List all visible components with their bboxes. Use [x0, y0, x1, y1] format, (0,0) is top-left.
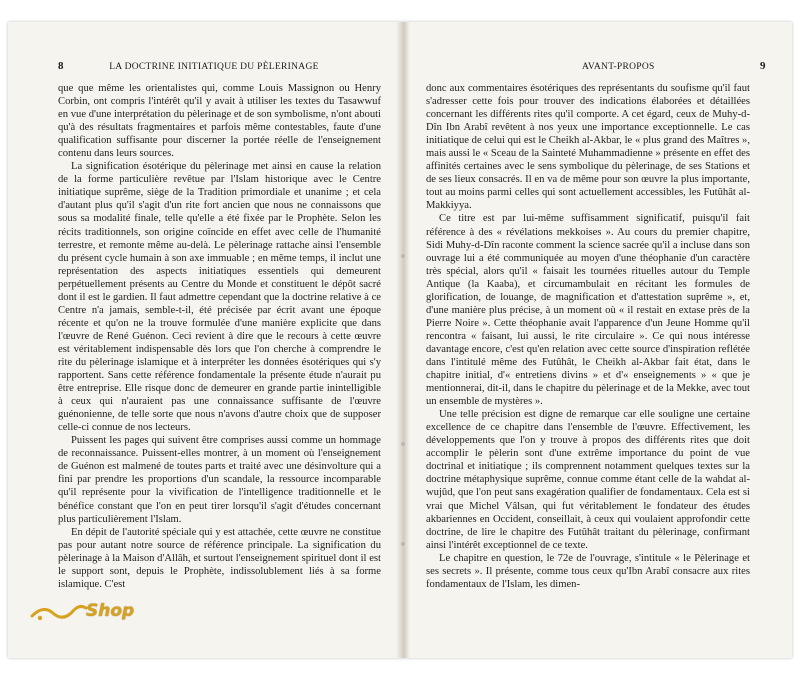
- right-page-number: 9: [759, 60, 766, 72]
- right-page: [410, 22, 792, 658]
- left-page-number: 8: [58, 60, 64, 72]
- right-page-text: [426, 82, 750, 591]
- left-page-text: [58, 82, 381, 591]
- swoosh-icon: [30, 602, 88, 622]
- binding-hole: [401, 542, 405, 546]
- left-paragraph: En dépit de l'autorité spéciale qui y est attachée, cette œuvre ne constitue pas pour autant notre source de référence principale. La signification du pèlerinage à la Maison d'Allâh, et surtout l'enseignement spirituel dont il est le support sont, depuis le Prophète, indissolublement liés à sa forme islamique. C'est: [58, 526, 381, 590]
- right-paragraph: donc aux commentaires ésotériques des représentants du soufisme qu'il faut s'adresser cette fois pour trouver des indications élaborées et détaillées concernant les différents rites qu'il comporte. A cet égard, ceux de Muhy-d-Dîn Ibn Arabî revêtent à nos yeux une importance exceptionnelle. Le cas initiatique de celui qui est le Cheikh al-Akbar, le « plus grand des Maîtres », mais aussi le « Sceau de la Sainteté Muhammadienne » présente en effet des affinités certaines avec le sens symbolique du pèlerinage, de ses Stations et de ses lieux consacrés. Il en va de même pour son œuvre la plus importante, tout au moins parmi celles qui sont actuellement accessibles, les Futûhât al-Makkiyya.: [426, 83, 750, 212]
- left-paragraph: La signification ésotérique du pèlerinage met ainsi en cause la relation de la forme particulière revêtue par l'Islam historique avec le Centre initiatique suprême, siège de la Tradition primordiale et unanime ; et cela d'autant plus qu'il s'agit d'un rite fort ancien que nous ne connaissons que sous sa modalité finale, telle qu'elle a été fixée par le Prophète. Selon les récits traditionnels, son origine coïncide en effet avec celle de l'humanité terrestre, et remonte même au-delà. Le pèlerinage rattache ainsi l'ensemble du présent cycle humain à son axe immuable ; en même temps, il inclut une représentation des aspects initiatiques essentiels qui demeurent perpétuellement présents au Centre du Monde et constituent le dépôt sacré dont il est le gardien. Il faut admettre cependant que la doctrine relative à ce Centre n'a jamais, semble-t-il, été précisée par écrit avant une époque récente et qu'on ne la trouve formulée d'une manière explicite que dans l'œuvre de René Guénon. Ceci revient à dire que le recours à cette œuvre est véritablement indispensable dès lors que l'on cherche à comprendre le rite du pèlerinage islamique et à interpréter les données ésotériques qui s'y rapportent. Sans cette référence fondamentale la présente étude n'aurait pu être entreprise. Elle risque donc de demeurer en grande partie inintelligible à ceux qui n'auraient pas une connaissance suffisante de l'œuvre guénonienne, de telle sorte que nous n'avons d'autre choix que de supposer celle-ci connue de nos lecteurs.: [58, 161, 381, 434]
- right-paragraph: Le chapitre en question, le 72e de l'ouvrage, s'intitule « le Pèlerinage et ses secrets ». Il présente, comme tous ceux qu'Ibn Arabî consacre aux rites fondamentaux de l'Islam, les dimen-: [426, 552, 750, 590]
- left-page: [8, 22, 396, 658]
- book-gutter: [396, 22, 410, 658]
- right-running-head: AVANT-PROPOS: [582, 62, 655, 72]
- binding-hole: [401, 254, 405, 258]
- binding-hole: [401, 442, 405, 446]
- left-paragraph: que que même les orientalistes qui, comme Louis Massignon ou Henry Corbin, ont compris l'intérêt qu'il y avait à utiliser les textes du Tasawwuf en vue d'une interprétation du pèlerinage et de son symbolisme, n'ont abouti qu'à des résultats fragmentaires et parfois même contestables, faute d'une qualification suffisante pour discerner la portée réelle de l'enseignement contenu dans leurs sources.: [58, 83, 381, 160]
- left-page-header: [58, 60, 319, 72]
- left-paragraph: Puissent les pages qui suivent être comprises aussi comme un hommage de reconnaissance. Puissent-elles montrer, à un moment où l'enseignement de Guénon est malmené de toutes parts et traité avec une désinvolture qui a fini par prendre les proportions d'un scandale, la ressource incomparable qu'il représente pour la vivification de l'intelligence traditionnelle et le bénéfice constant que l'on en peut tirer lorsqu'il s'agit d'études concernant plus particulièrement l'Islam.: [58, 435, 381, 525]
- right-paragraph: Une telle précision est digne de remarque car elle souligne une certaine excellence de ce chapitre dans l'ensemble de l'œuvre. Effectivement, les développements que l'on y trouve à propos des différents rites que doit accomplir le pèlerin sont d'une extrême importance du point de vue doctrinal et initiatique ; ils comprennent notamment quelques textes sur la doctrine métaphysique suprême, connue comme étant celle de la wahdat al-wujûd, que l'on peut sans exagération qualifier de fondamentaux. Cela est si vrai que Michel Vâlsan, qui fut véritablement le fondateur des études akbariennes en Occident, conseillait, à ceux qui voulaient approfondir cette doctrine, de lire le chapitre des Futûhât traitant du pèlerinage, confirmant ainsi l'intérêt exceptionnel de ce texte.: [426, 409, 750, 551]
- right-paragraph: Ce titre est par lui-même suffisamment significatif, puisqu'il fait référence à des « révélations mekkoises ». Au cours du premier chapitre, Sidi Muhy-d-Dîn raconte comment la science sacrée qu'il a incluse dans son ouvrage lui a été communiquée au moyen d'une théophanie d'un caractère très spécial, alors qu'il « faisait les tournées rituelles autour du Temple Antique (la Kaaba), et circumambulait en récitant les formules de glorification, de louange, de magnification et d'attestation suprême », et, d'une manière plus précise, à un moment où « il restait en extase près de la Pierre Noire ». Cette théophanie avait l'apparence d'un Jeune Homme qu'il rencontra « faisant, lui aussi, le rite circulaire ». Ce qui nous intéresse davantage encore, c'est qu'en relation avec cette source d'inspiration reflétée dans l'intitulé même des Futûhât, le Cheikh al-Akbar fait état, dans le chapitre initial, d'« entretiens divins » et d'« enseignements » « que je mentionnerai, dit-il, dans le chapitre du pèlerinage et de la Mekke, avec tout un ensemble de mystères ».: [426, 213, 750, 408]
- right-page-header: [582, 60, 766, 72]
- left-running-head: LA DOCTRINE INITIATIQUE DU PÈLERINAGE: [109, 62, 319, 72]
- open-book: [8, 22, 792, 658]
- logo-text: Shop: [86, 601, 135, 621]
